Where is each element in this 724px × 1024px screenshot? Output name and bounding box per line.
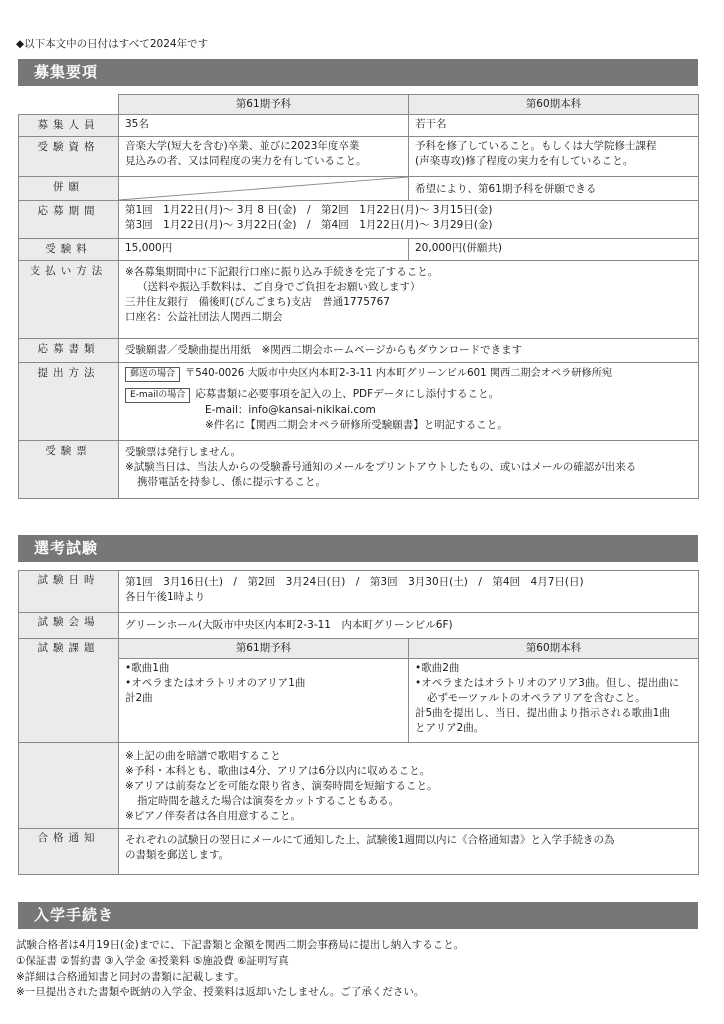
label-heigan: 併願 [19,176,119,200]
text-line: ※詳細は合格通知書と同封の書類に記載します。 [16,970,245,983]
shorui-cell: 受験願書／受験曲提出用紙 ※関西二期会ホームページからもダウンロードできます [119,338,699,362]
text-line: （送料や振込手数料は、ご自身でご負担をお願い致します） [137,280,421,293]
text-line: とアリア2曲。 [415,721,485,734]
text-line: それぞれの試験日の翌日にメールにて通知した上、試験後1週間以内に《合格通知書》と入学手続きの為 [125,833,615,846]
header-yoka: 第61期予科 [119,95,409,115]
label-tsuchi: 合格通知 [19,828,119,874]
tsuchi-cell [119,828,699,874]
text-line: ※予科・本科とも、歌曲は4分、アリアは6分以内に収めること。 [125,764,431,777]
diagonal-line [119,177,408,200]
senko-table [18,570,699,875]
label-nichiji: 試験日時 [19,571,119,613]
corner-cell [19,95,119,115]
text-line: 口座名：公益社団法人関西二期会 [125,310,283,323]
label-kaijo: 試験会場 [19,613,119,639]
email-address: E-mail：info@kansai-nikikai.com [205,403,376,416]
text-line: 指定時間を越えた場合は演奏をカットすることもある。 [137,794,400,807]
text-line: ※ピアノ伴奏者は各自用意すること。 [125,809,301,822]
shiharai-cell [119,260,699,338]
text-line: 第3回 1月22日(月)～ 3月22日(金) / 第4回 1月22日(月)～ 3月29日(金) [125,218,493,231]
email-instruction: 応募書類に必要事項を記入の上、PDFデータにし添付すること。 [195,387,500,400]
text-line: 第1回 3月16日(土) / 第2回 3月24日(日) / 第3回 3月30日(土) / 第4回 4月7日(日) [125,576,584,588]
text-line: (声楽専攻)修了程度の実力を有していること。 [415,154,634,167]
nichiji-cell [119,571,699,613]
text-line: 第1回 1月22日(月)～ 3月 8 日(金) / 第2回 1月22日(月)～ 3月15日(金) [125,203,493,216]
text-line: ※アリアは前奏などを可能な限り省き、演奏時間を短縮すること。 [125,779,438,792]
text-line: 予科を修了していること。もしくは大学院修士課程 [415,139,657,152]
text-line: 必ずモーツァルトのオペラアリアを含むこと。 [427,691,646,704]
text-line: •オペラまたはオラトリオのアリア1曲 [125,676,306,689]
label-hyo: 受験票 [19,440,119,498]
honka-shikaku [409,136,699,176]
label-shorui: 応募書類 [19,338,119,362]
text-line: ※一旦提出された書類や既納の入学金、授業料は返却いたしません。ご了承ください。 [16,986,425,999]
yoka-shikaku [119,136,409,176]
honka-ryo: 20,000円(併願共) [409,238,699,260]
tag-email: E-mailの場合 [125,388,190,403]
text-line: •歌曲1曲 [125,661,170,674]
text-line: 試験合格者は4月19日(金)までに、下記書類と金額を関西二期会事務局に提出し納入すること。 [16,939,465,951]
honka-heigan: 希望により、第61期予科を併願できる [409,176,699,200]
header-honka: 第60期本科 [409,95,699,115]
text-line: 見込みの者、又は同程度の実力を有していること。 [125,154,367,167]
text-line: 携帯電話を持参し、係に提示すること。 [137,475,326,488]
mail-line [125,367,692,382]
tag-mail: 郵送の場合 [125,367,180,382]
yoka-jinin: 35名 [119,114,409,136]
kikan-cell [119,200,699,238]
kadai-header-honka: 第60期本科 [409,639,699,659]
text-line: •歌曲2曲 [415,661,460,674]
text-line: ①保証書 ②誓約書 ③入学金 ④授業料 ⑤施設費 ⑥証明写真 [16,954,289,967]
kadai-yoka-cell [119,658,409,742]
text-line: 計2曲 [125,691,153,704]
heigan-na-cell [119,176,409,200]
boshu-table [18,94,699,499]
text-line: 各日午後1時より [125,590,206,603]
section-title-nyugaku: 入学手続き [18,902,698,929]
text-line: •オペラまたはオラトリオのアリア3曲。但し、提出曲に [415,676,680,689]
label-kadai-notes-blank [19,742,119,828]
teishutsu-cell [119,362,699,440]
hyo-cell [119,440,699,498]
text-line: ※各募集期間中に下記銀行口座に振り込み手続きを完了すること。 [125,265,439,278]
label-ryo: 受験料 [19,238,119,260]
label-jinin: 募集人員 [19,114,119,136]
text-line: 音楽大学(短大を含む)卒業、並びに2023年度卒業 [125,139,360,152]
email-line [125,387,692,403]
label-shiharai: 支払い方法 [19,260,119,338]
kadai-header-yoka: 第61期予科 [119,639,409,659]
label-kikan: 応募期間 [19,200,119,238]
text-line: ※試験当日は、当法人からの受験番号通知のメールをプリントアウトしたもの、或いはメールの確認が出来る [125,460,637,473]
label-shikaku: 受験資格 [19,136,119,176]
kadai-notes-cell [119,742,699,828]
date-note: ◆以下本文中の日付はすべて2024年です [16,38,209,50]
text-line: 三井住友銀行 備後町(びんごまち)支店 普通1775767 [125,295,390,308]
honka-jinin: 若干名 [409,114,699,136]
text-line: ※上記の曲を暗譜で歌唱すること [125,749,281,762]
text-line: 計5曲を提出し、当日、提出曲より指示される歌曲1曲 [415,706,670,719]
text-line: 受験票は発行しません。 [125,445,242,458]
kaijo-cell: グリーンホール(大阪市中央区内本町2-3-11 内本町グリーンビル6F) [119,613,699,639]
section-title-senko: 選考試験 [18,535,698,562]
yoka-ryo: 15,000円 [119,238,409,260]
section-title-boshu: 募集要項 [18,59,698,86]
nyugaku-text [16,938,706,1001]
mail-address: 〒540-0026 大阪市中央区内本町2-3-11 内本町グリーンビル601 関西二期会オペラ研修所宛 [185,367,613,379]
label-teishutsu: 提出方法 [19,362,119,440]
text-line: の書類を郵送します。 [125,848,230,861]
kadai-honka-cell [409,658,699,742]
email-subject-note: ※件名に【関西二期会オペラ研修所受験願書】と明記すること。 [205,418,508,431]
label-kadai: 試験課題 [19,639,119,743]
